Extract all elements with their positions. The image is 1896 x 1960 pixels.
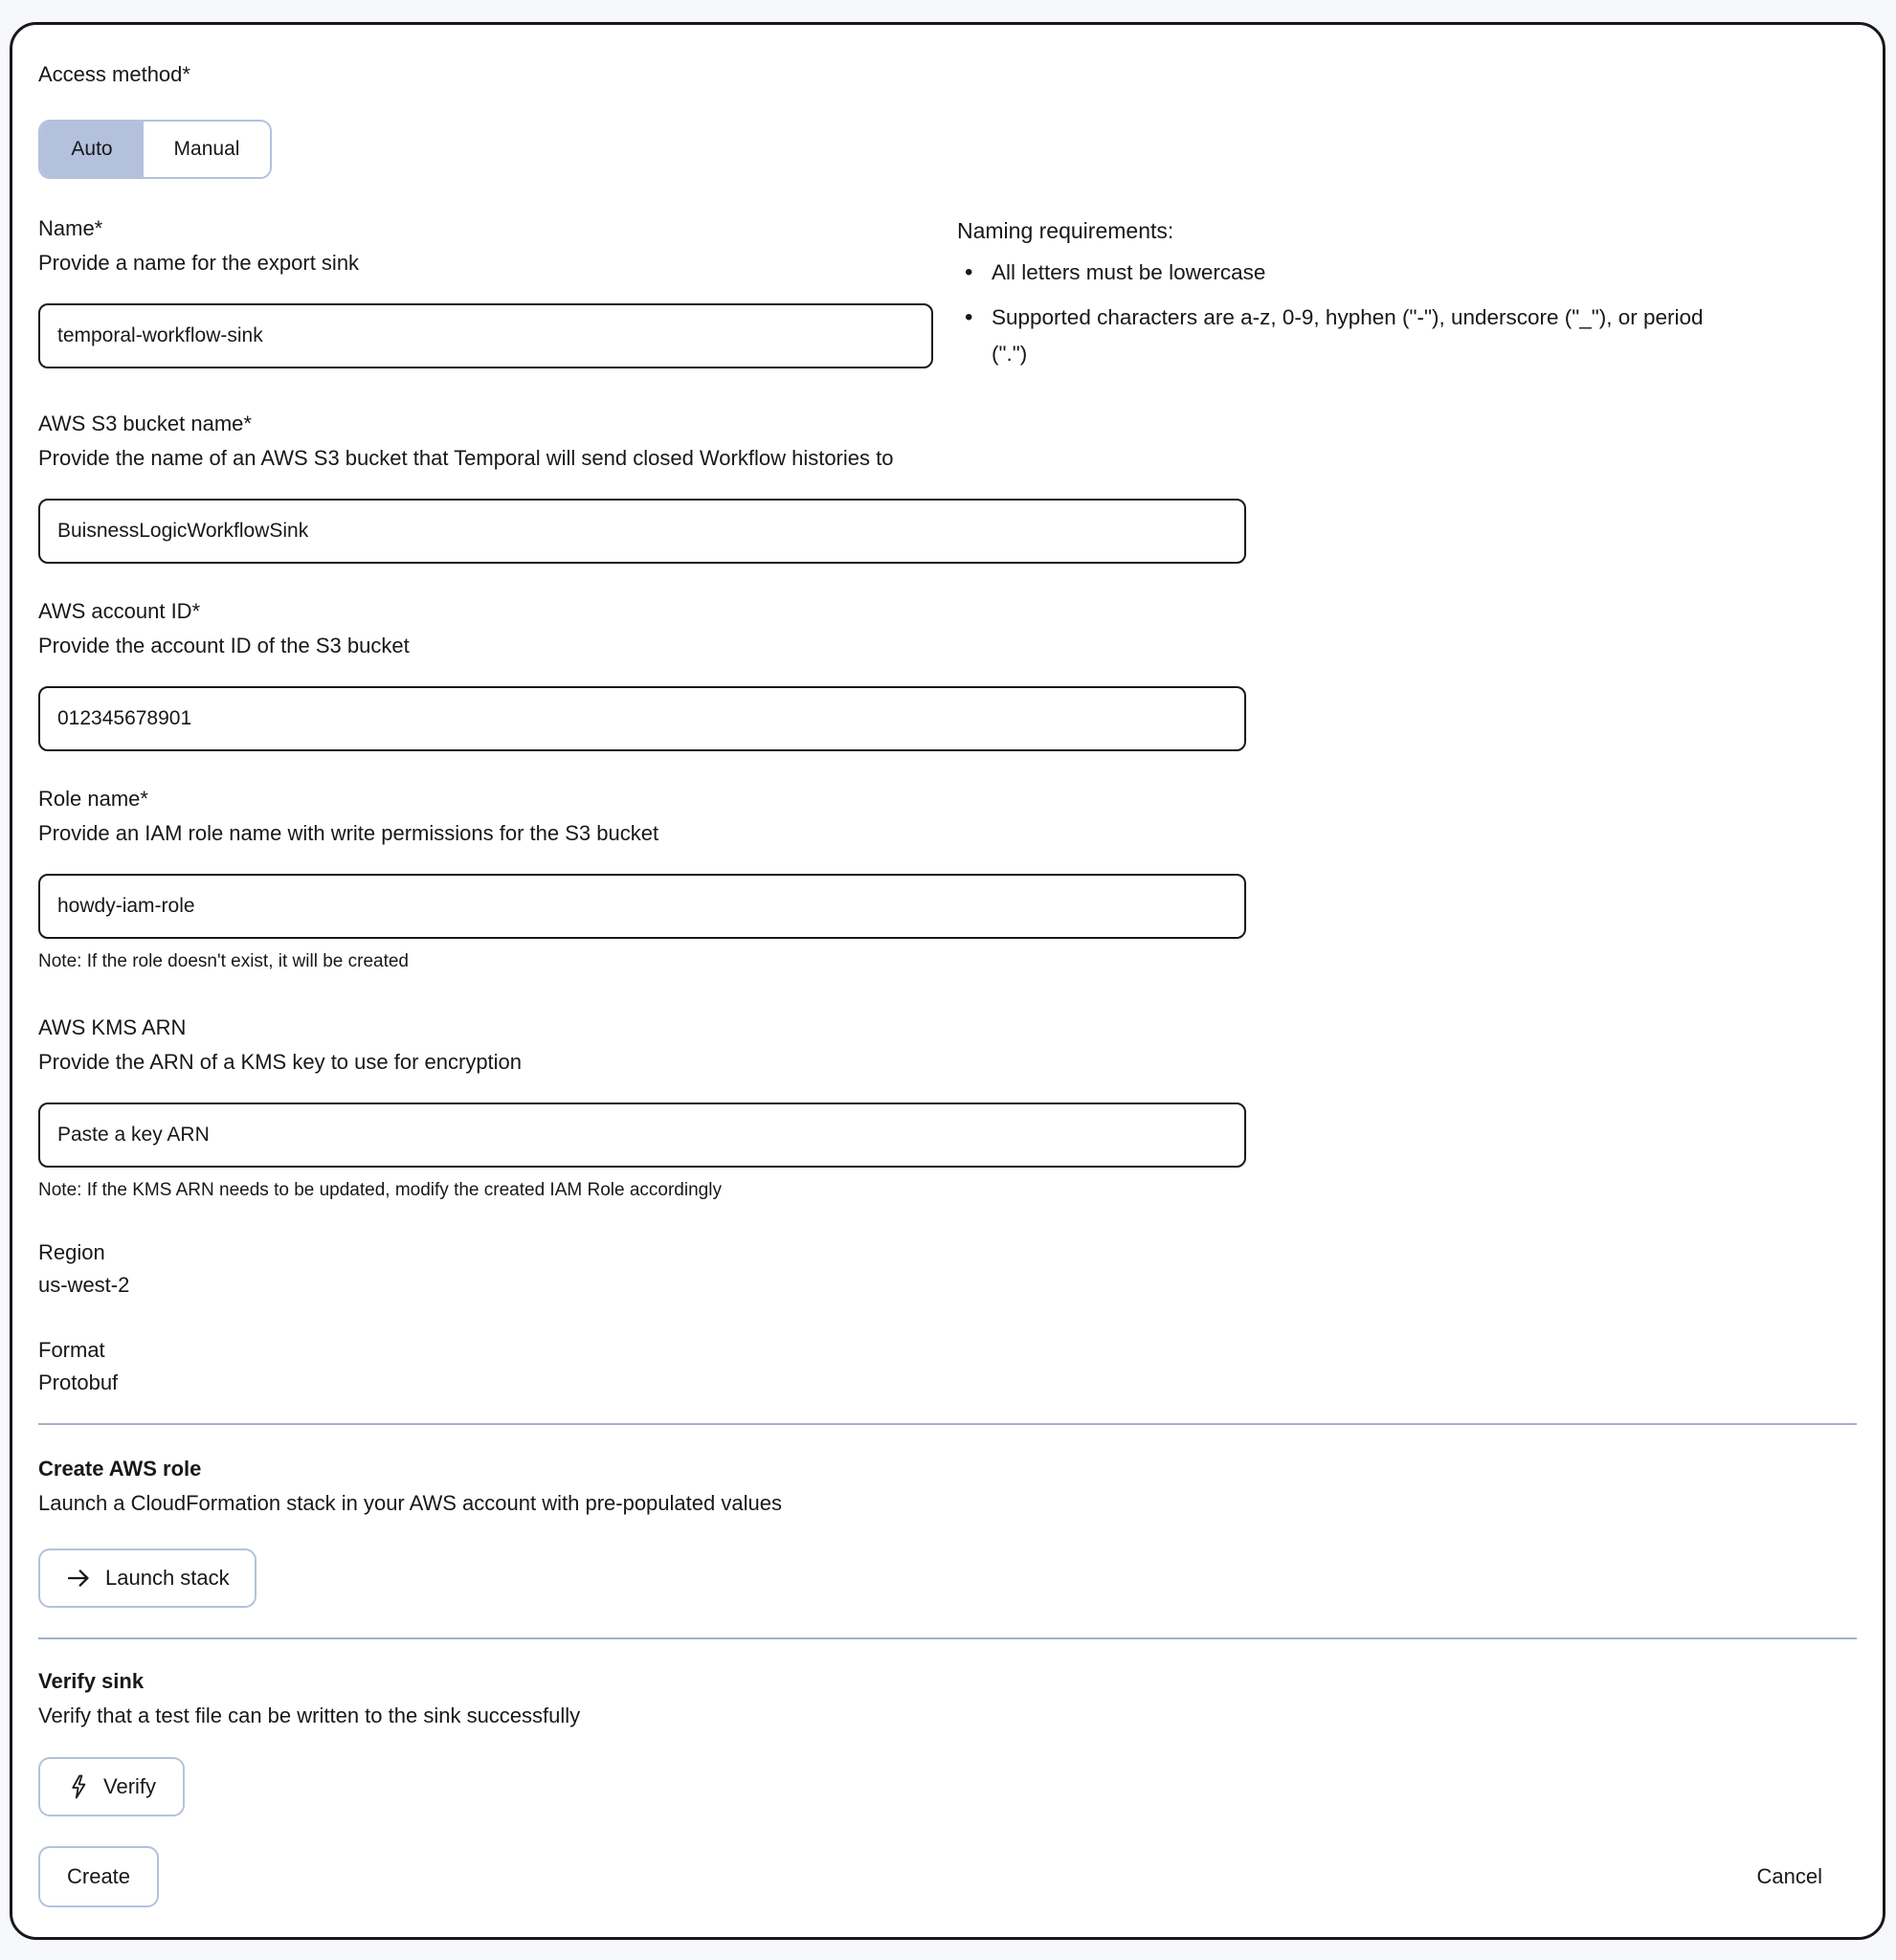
naming-requirement-item: • All letters must be lowercase <box>957 255 1738 291</box>
account-id-description: Provide the account ID of the S3 bucket <box>38 634 410 657</box>
launch-stack-button[interactable] <box>38 1548 257 1608</box>
region-label: Region <box>38 1240 105 1264</box>
create-aws-role-title: Create AWS role <box>38 1457 202 1481</box>
region-value: us-west-2 <box>38 1273 130 1297</box>
account-id-input[interactable] <box>38 686 1246 751</box>
s3-bucket-label: AWS S3 bucket name* <box>38 412 252 435</box>
name-input[interactable] <box>38 303 933 368</box>
kms-arn-note: Note: If the KMS ARN needs to be updated, modify the created IAM Role accordingly <box>38 1180 722 1200</box>
create-button[interactable] <box>38 1846 159 1907</box>
access-method-label: Access method* <box>38 62 190 86</box>
section-divider <box>38 1637 1857 1639</box>
create-aws-role-description: Launch a CloudFormation stack in your AWS account with pre-populated values <box>38 1491 782 1515</box>
kms-arn-label: AWS KMS ARN <box>38 1015 187 1039</box>
format-value: Protobuf <box>38 1370 119 1394</box>
verify-sink-description: Verify that a test file can be written to the sink successfully <box>38 1704 581 1727</box>
naming-requirements-list <box>957 255 1823 372</box>
role-name-note: Note: If the role doesn't exist, it will be created <box>38 951 409 971</box>
access-method-auto-button[interactable]: Auto <box>40 122 144 177</box>
cancel-button[interactable]: Cancel <box>1756 1864 1822 1888</box>
role-name-description: Provide an IAM role name with write permissions for the S3 bucket <box>38 821 659 845</box>
role-name-input[interactable] <box>38 874 1246 939</box>
section-divider <box>38 1423 1857 1425</box>
name-label: Name* <box>38 216 103 240</box>
kms-arn-input[interactable] <box>38 1102 1246 1168</box>
name-description: Provide a name for the export sink <box>38 251 360 275</box>
format-label: Format <box>38 1338 105 1362</box>
name-and-requirements-row <box>38 216 1857 372</box>
export-sink-form-card <box>10 22 1885 1940</box>
form-actions <box>38 1846 1857 1907</box>
arrow-right-icon <box>65 1565 92 1592</box>
naming-requirements <box>957 216 1823 372</box>
create-label: Create <box>67 1864 131 1888</box>
s3-bucket-input[interactable] <box>38 499 1246 564</box>
name-field <box>38 216 933 368</box>
lightning-bolt-icon <box>67 1774 90 1799</box>
launch-stack-label: Launch stack <box>105 1566 230 1590</box>
naming-requirement-item: • Supported characters are a-z, 0-9, hyphen ("-"), underscore ("_"), or period (".") <box>957 300 1738 372</box>
kms-arn-description: Provide the ARN of a KMS key to use for encryption <box>38 1050 523 1074</box>
role-name-label: Role name* <box>38 787 148 811</box>
s3-bucket-description: Provide the name of an AWS S3 bucket that Temporal will send closed Workflow histories to <box>38 446 894 470</box>
access-method-manual-button[interactable]: Manual <box>144 122 270 177</box>
account-id-label: AWS account ID* <box>38 599 201 623</box>
access-method-toggle <box>38 120 272 179</box>
naming-requirements-title: Naming requirements: <box>957 218 1174 243</box>
verify-button[interactable] <box>38 1757 185 1816</box>
verify-label: Verify <box>103 1774 157 1798</box>
verify-sink-title: Verify sink <box>38 1669 145 1693</box>
